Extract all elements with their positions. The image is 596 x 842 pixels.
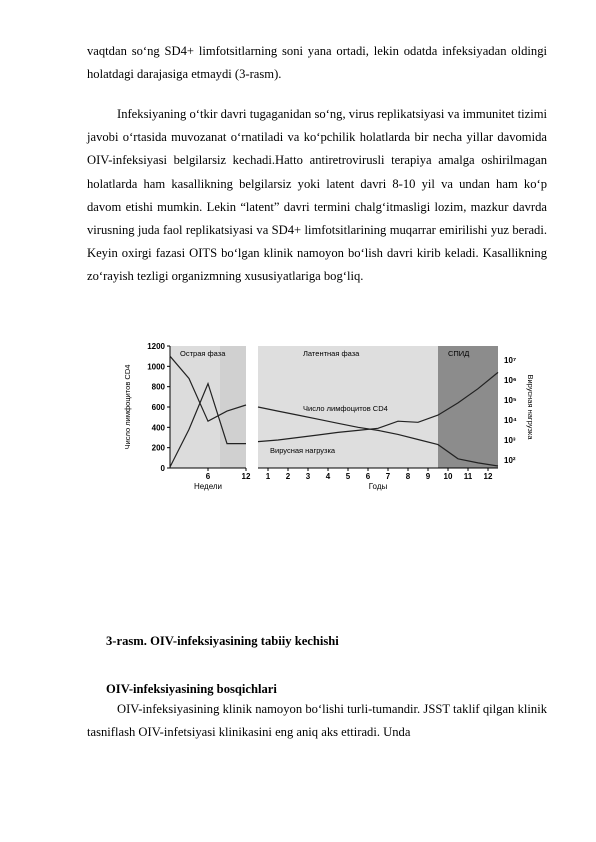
years-x-tick-label: 8 [405, 472, 411, 481]
section-heading: OIV-infeksiyasining bosqichlari [106, 682, 277, 696]
cd4-series-label: Число лимфоцитов CD4 [303, 404, 388, 414]
right-y-tick-label: 10⁵ [504, 396, 517, 405]
paragraph-clinical: OIV-infeksiyasining klinik namoyon bo‘lishi turli-tumandir. JSST taklif qilgan klinik tasniflash OIV-infetsiyasi klinikasini eng aniq aks ettiradi. Unda [87, 702, 547, 740]
left-y-tick-label: 1000 [147, 362, 165, 372]
viral-load-series-label: Вирусная нагрузка [270, 445, 336, 455]
weeks-x-tick-label: 6 [205, 472, 211, 481]
weeks-x-axis-label: Недели [193, 482, 223, 491]
years-x-tick-label: 3 [305, 472, 311, 481]
hiv-course-chart [118, 338, 535, 494]
hiv-course-figure [118, 338, 535, 494]
years-x-tick-label: 12 [483, 472, 493, 481]
years-x-tick-label: 11 [463, 472, 473, 481]
paragraph-latent-period: Infeksiyaning o‘tkir davri tugaganidan so‘ng, virus replikatsiyasi va immunitet tizimi javobi o‘rtasida muvozanat o‘rnatiladi va ko‘pchilik holatlarda bir necha yillar davomida OIV-infeksiyasi belgilarsiz kechadi.Hatto antiretrovirusli terapiya amalga oshirilmagan holatlarda ham kasallikning belgilarsiz yoki latent davri 8-10 yil va undan ham ko‘p davom etishi mumkin. Lekin “latent” davri termini chalg‘itmasligi lozim, mazkur davrda virusning juda faol replikatsiyasi va SD4+ limfotsitlarining muqarrar emirilishi yuz beradi. Keyin oxirgi fazasi OITS bo‘lgan klinik namoyon bo‘lish davri kirib keladi. Kasallikning zo‘rayish tezligi organizmning xususiyatlariga bog‘liq. [87, 107, 547, 284]
right-y-tick-label: 10⁷ [504, 356, 517, 365]
aids-phase-label: СПИД [448, 349, 470, 358]
years-x-tick-label: 7 [385, 472, 391, 481]
left-y-tick-label: 800 [151, 382, 165, 392]
left-y-axis-label: Число лимфоцитов CD4 [123, 364, 132, 450]
left-y-tick-label: 400 [151, 423, 165, 433]
aids-phase-region [438, 346, 498, 468]
right-y-tick-label: 10³ [504, 436, 516, 445]
left-y-tick-label: 200 [151, 443, 165, 453]
left-y-tick-label: 600 [151, 403, 165, 412]
weeks-x-tick-label: 12 [241, 472, 251, 481]
left-y-tick-label: 0 [160, 464, 165, 473]
years-x-tick-label: 1 [265, 472, 271, 481]
years-x-tick-label: 2 [285, 472, 291, 481]
right-y-tick-label: 10⁶ [504, 376, 517, 385]
acute-phase-label: Острая фаза [180, 349, 226, 358]
years-x-tick-label: 6 [365, 472, 371, 481]
years-x-tick-label: 9 [425, 472, 431, 481]
paragraph-intro: vaqtdan so‘ng SD4+ limfotsitlarning soni yana ortadi, lekin odatda infeksiyadan oldingi holatdagi darajasiga etmaydi (3-rasm). [87, 44, 547, 82]
latent-phase-label: Латентная фаза [303, 349, 360, 358]
years-x-tick-label: 5 [345, 472, 351, 481]
figure-caption: 3-rasm. OIV-infeksiyasining tabiiy kechishi [106, 634, 339, 648]
years-x-tick-label: 10 [443, 472, 453, 481]
years-x-tick-label: 4 [325, 472, 331, 481]
right-y-tick-label: 10² [504, 456, 516, 465]
right-y-tick-label: 10⁴ [504, 416, 517, 425]
left-y-tick-label: 1200 [147, 342, 165, 351]
years-x-axis-label: Годы [368, 482, 388, 491]
right-y-axis-label: Вирусная нагрузка [526, 374, 535, 440]
